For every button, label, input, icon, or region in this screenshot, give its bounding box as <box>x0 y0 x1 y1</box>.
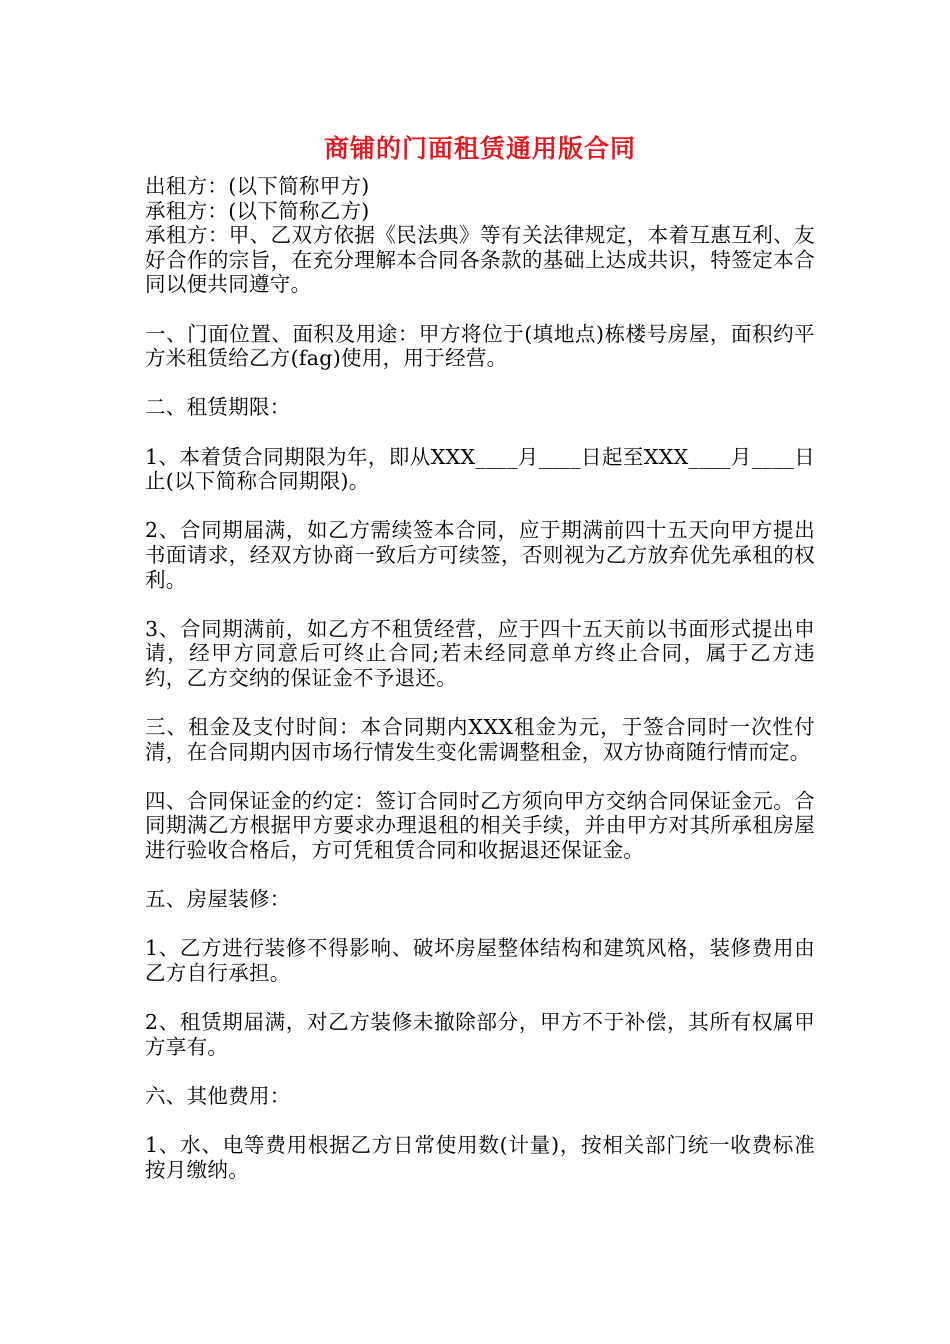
section-2-heading: 二、租赁期限： <box>145 395 291 420</box>
section-5-item-2: 2、租赁期届满，对乙方装修未撤除部分，甲方不于补偿，其所有权属甲方享有。 <box>145 1010 815 1059</box>
section-6-heading: 六、其他费用： <box>145 1083 291 1108</box>
section-1-location: 一、门面位置、面积及用途：甲方将位于(填地点)栋楼号房屋，面积约平方米租赁给乙方(fag)使用，用于经营。 <box>145 321 815 371</box>
document-title: 商铺的门面租赁通用版合同 <box>323 134 636 163</box>
section-3-rent: 三、租金及支付时间：本合同期内XXX租金为元，于签合同时一次性付清，在合同期内因市场行情发生变化需调整租金，双方协商随行情而定。 <box>145 715 815 764</box>
section-5-item-1: 1、乙方进行装修不得影响、破坏房屋整体结构和建筑风格，装修费用由乙方自行承担。 <box>145 936 815 985</box>
section-4-deposit: 四、合同保证金的约定：签订合同时乙方须向甲方交纳合同保证金元。合同期满乙方根据甲方要求办理退租的相关手续，并由甲方对其所承租房屋进行验收合格后，方可凭租赁合同和收据退还保证金。 <box>145 788 815 863</box>
section-2-item-1: 1、本着赁合同期限为年，即从XXX____月____日起至XXX____月____日止(以下简称合同期限)。 <box>145 444 815 494</box>
preamble-paragraph: 承租方：甲、乙双方依据《民法典》等有关法律规定，本着互惠互利、友好合作的宗旨，在充分理解本合同各条款的基础上达成共识，特签定本合同以便共同遵守。 <box>145 223 815 297</box>
lessee-line: 承租方：(以下简称乙方) <box>145 198 370 223</box>
section-6-item-1: 1、水、电等费用根据乙方日常使用数(计量)，按相关部门统一收费标准按月缴纳。 <box>145 1133 815 1182</box>
section-5-heading: 五、房屋装修： <box>145 887 291 912</box>
document-page <box>145 130 815 1207</box>
section-2-item-2: 2、合同期届满，如乙方需续签本合同，应于期满前四十五天向甲方提出书面请求，经双方协商一致后方可续签，否则视为乙方放弃优先承租的权利。 <box>145 518 815 592</box>
lessor-line: 出租方：(以下简称甲方) <box>145 174 370 198</box>
section-2-item-3: 3、合同期满前，如乙方不租赁经营，应于四十五天前以书面形式提出申请，经甲方同意后可终止合同;若未经同意单方终止合同，属于乙方违约，乙方交纳的保证金不予退还。 <box>145 616 815 690</box>
